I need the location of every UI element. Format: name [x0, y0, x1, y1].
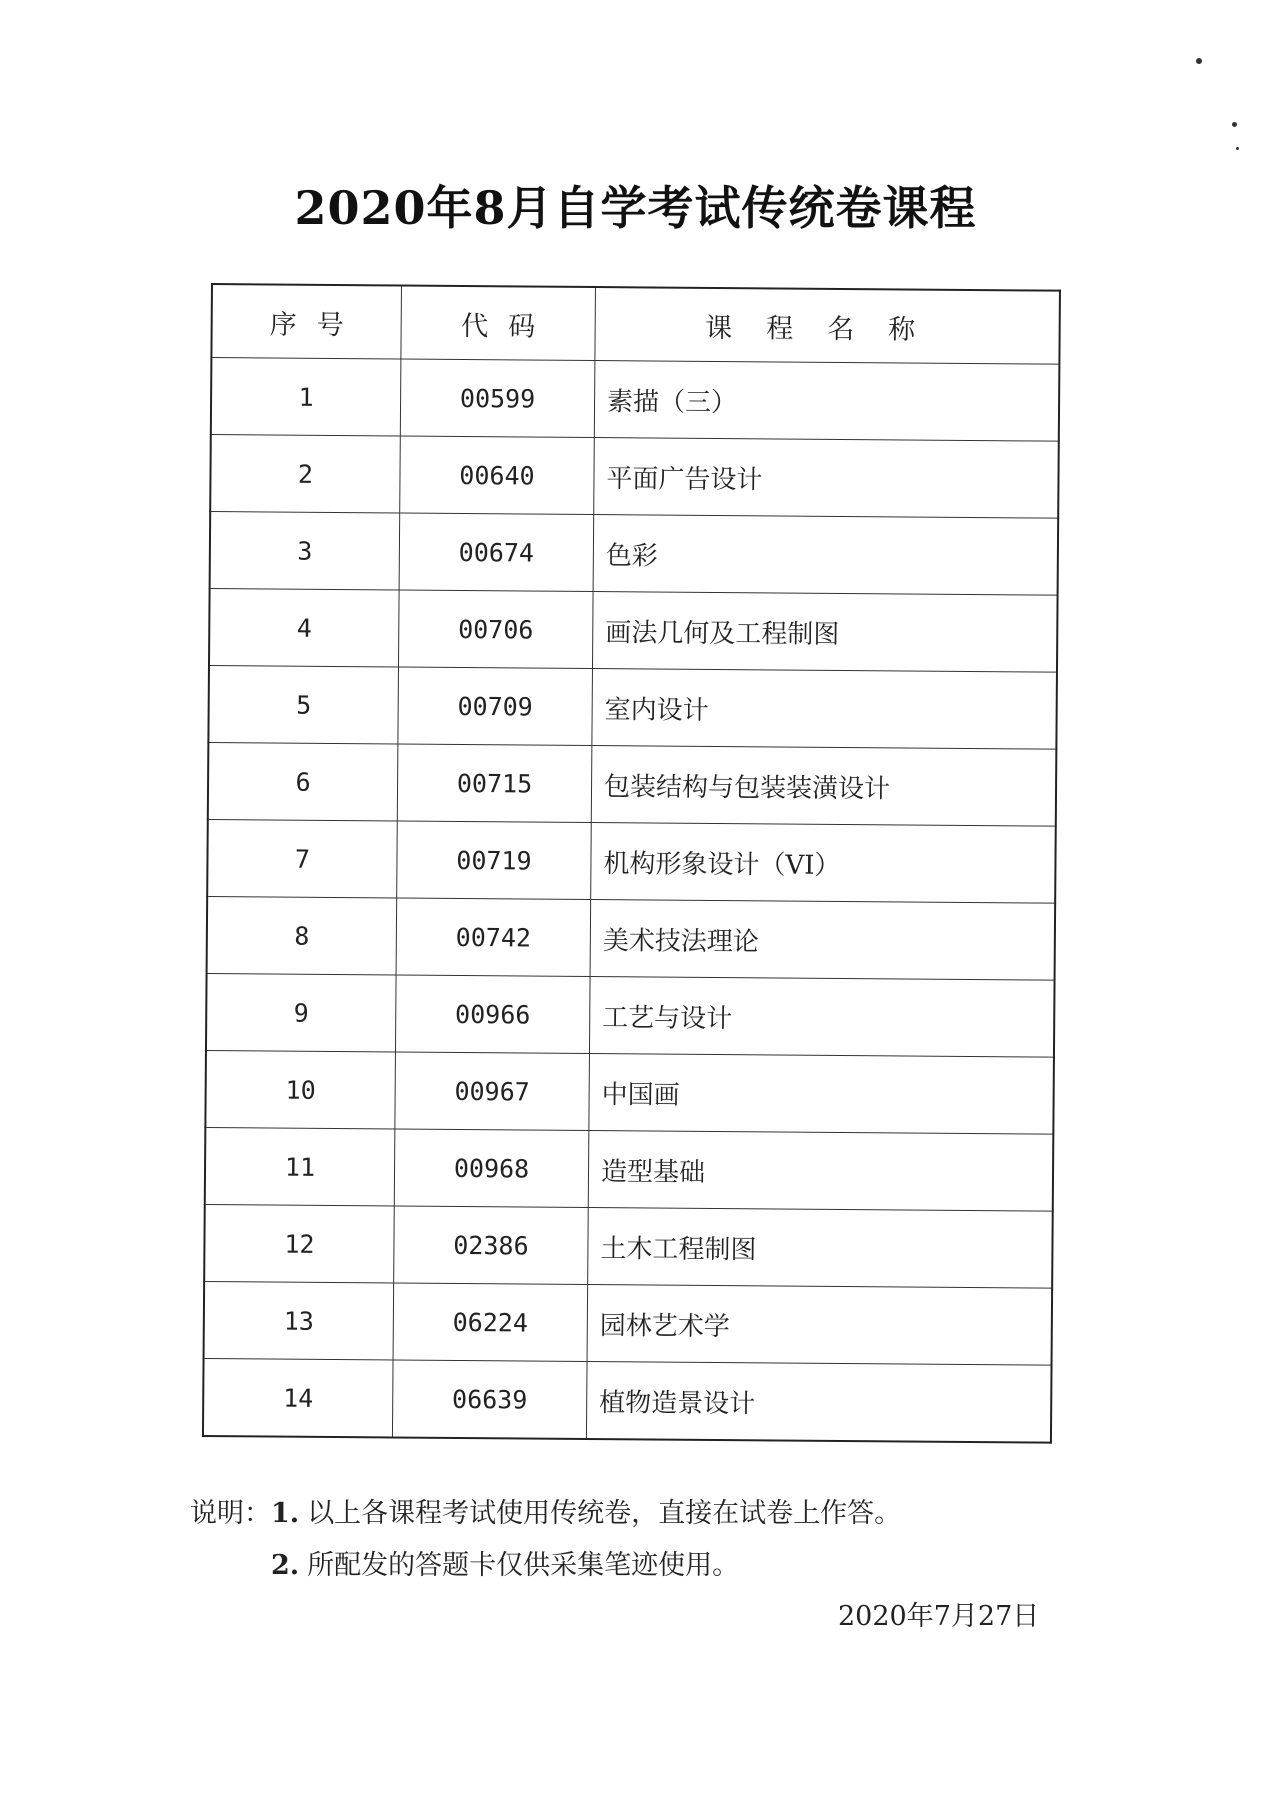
- table-row: [208, 742, 1057, 826]
- header-name: 课程名称: [595, 287, 1060, 364]
- table-row: [210, 435, 1059, 519]
- row-name: 园林艺术学: [587, 1284, 1052, 1365]
- document-date: 2020年7月27日: [838, 1601, 1040, 1632]
- row-name: 色彩: [593, 515, 1058, 596]
- header-code: 代码: [401, 285, 596, 360]
- note-item-1: [190, 1488, 1090, 1540]
- row-seq: 14: [203, 1358, 393, 1437]
- table-header-row: [211, 284, 1060, 364]
- scan-speck: [1232, 122, 1237, 127]
- note-item-2: [190, 1540, 1090, 1592]
- row-name: 美术技法理论: [590, 900, 1055, 981]
- note-text: 以上各课程考试使用传统卷，直接在试卷上作答。: [307, 1498, 902, 1529]
- table-row: [206, 973, 1055, 1057]
- row-seq: 9: [206, 973, 396, 1051]
- row-seq: 12: [204, 1204, 394, 1282]
- row-seq: 3: [210, 512, 400, 590]
- row-name: 室内设计: [592, 669, 1057, 750]
- row-code: 00715: [397, 744, 592, 823]
- table-row: [211, 358, 1060, 442]
- table-row: [207, 819, 1056, 903]
- course-table: [202, 283, 1061, 1444]
- notes-section: [190, 1488, 1090, 1592]
- row-seq: 10: [205, 1050, 395, 1128]
- table-row: [205, 1127, 1054, 1211]
- row-code: 00742: [396, 898, 591, 977]
- row-code: 00966: [395, 975, 590, 1054]
- scan-speck: [1236, 147, 1239, 150]
- row-name: 包装结构与包装装潢设计: [591, 746, 1056, 827]
- row-code: 00674: [399, 513, 594, 592]
- table-row: [209, 588, 1058, 672]
- table-row: [205, 1050, 1054, 1134]
- row-code: 00709: [398, 667, 593, 746]
- note-number: 1.: [271, 1498, 300, 1529]
- table-row: [204, 1204, 1053, 1288]
- row-name: 土木工程制图: [588, 1207, 1053, 1288]
- row-name: 素描（三）: [594, 361, 1059, 442]
- row-name: 机构形象设计（VI）: [591, 823, 1056, 904]
- row-seq: 4: [209, 588, 399, 666]
- row-seq: 7: [207, 819, 397, 897]
- row-name: 画法几何及工程制图: [592, 592, 1057, 673]
- row-code: 00968: [394, 1129, 589, 1208]
- row-name: 中国画: [589, 1053, 1054, 1134]
- row-name: 工艺与设计: [589, 976, 1054, 1057]
- table-row: [208, 665, 1057, 749]
- row-name: 平面广告设计: [594, 438, 1059, 519]
- table-row: [210, 512, 1059, 596]
- header-seq: 序号: [211, 284, 401, 359]
- row-seq: 1: [211, 358, 401, 436]
- row-code: 00640: [400, 436, 595, 515]
- row-seq: 13: [204, 1281, 394, 1359]
- page-title: 2020年8月自学考试传统卷课程: [294, 181, 977, 235]
- scan-speck: [1196, 58, 1202, 64]
- row-seq: 11: [205, 1127, 395, 1205]
- row-seq: 2: [210, 435, 400, 513]
- row-seq: 8: [207, 896, 397, 974]
- row-code: 00967: [395, 1052, 590, 1131]
- row-code: 02386: [394, 1206, 589, 1285]
- row-code: 06224: [393, 1283, 588, 1362]
- table-row: [203, 1358, 1052, 1442]
- row-code: 00719: [397, 821, 592, 900]
- row-name: 植物造景设计: [586, 1361, 1051, 1442]
- note-number: 2.: [271, 1550, 300, 1581]
- table-row: [204, 1281, 1053, 1365]
- row-seq: 6: [208, 742, 398, 820]
- row-code: 06639: [392, 1360, 587, 1439]
- row-seq: 5: [208, 665, 398, 743]
- row-name: 造型基础: [588, 1130, 1053, 1211]
- row-code: 00599: [400, 359, 595, 438]
- row-code: 00706: [398, 590, 593, 669]
- note-text: 所配发的答题卡仅供采集笔迹使用。: [307, 1550, 740, 1581]
- notes-label: 说明：: [190, 1498, 271, 1529]
- table-row: [207, 896, 1056, 980]
